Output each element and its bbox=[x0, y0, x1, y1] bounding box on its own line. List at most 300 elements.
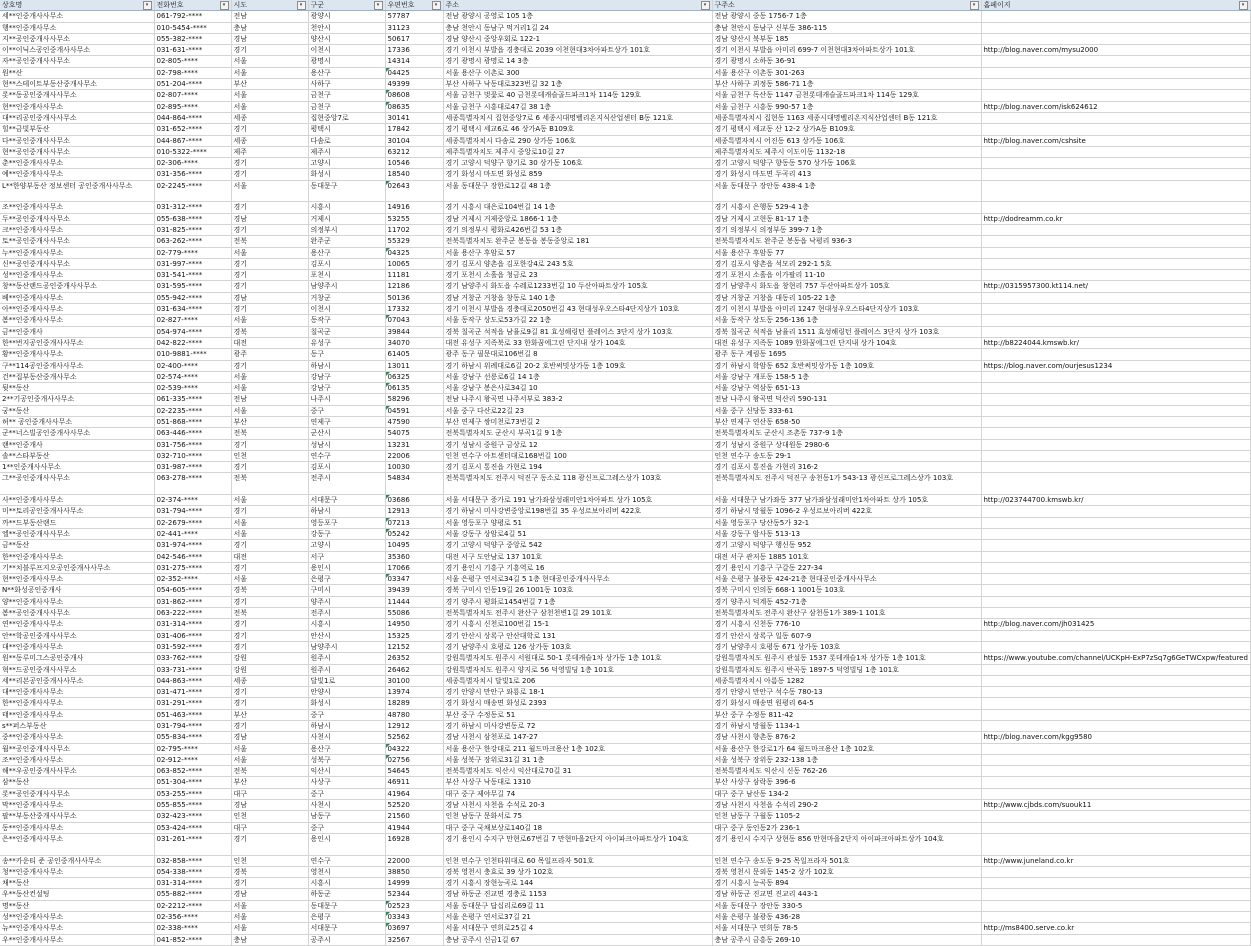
cell-old-address[interactable]: 경기 이천시 부발읍 아미리 699-7 이천현대3차아파트상가 101호 bbox=[712, 45, 981, 56]
cell-phone[interactable]: 042-822-**** bbox=[154, 337, 231, 348]
cell-address[interactable]: 서울 용산구 후암로 57 bbox=[443, 247, 712, 258]
cell-province[interactable]: 세종 bbox=[231, 135, 308, 146]
cell-homepage[interactable] bbox=[981, 292, 1250, 303]
cell-name[interactable]: 원**산 bbox=[0, 67, 154, 78]
cell-name[interactable]: 랜**인중개사 bbox=[0, 439, 154, 450]
cell-homepage[interactable] bbox=[981, 428, 1250, 439]
cell-name[interactable]: 토**공인중개사사무소 bbox=[0, 236, 154, 247]
cell-phone[interactable]: 031-794-**** bbox=[154, 506, 231, 517]
cell-province[interactable]: 경기 bbox=[231, 360, 308, 371]
cell-province[interactable]: 서울 bbox=[231, 247, 308, 258]
cell-zip[interactable]: 41964 bbox=[385, 788, 443, 799]
cell-zip[interactable]: 38850 bbox=[385, 866, 443, 877]
cell-homepage[interactable] bbox=[981, 574, 1250, 585]
cell-district[interactable]: 하남시 bbox=[308, 506, 385, 517]
cell-old-address[interactable]: 경기 포천시 소흘읍 이가팔리 11-10 bbox=[712, 270, 981, 281]
cell-zip[interactable]: 11444 bbox=[385, 596, 443, 607]
cell-old-address[interactable]: 경기 김포시 양촌읍 석모리 292-1 5호 bbox=[712, 258, 981, 269]
cell-homepage[interactable]: http://blog.naver.com/kgg9580 bbox=[981, 732, 1250, 743]
cell-address[interactable]: 경남 거제시 거제중앙로 1866-1 1층 bbox=[443, 213, 712, 224]
cell-name[interactable]: 미**토리공인중개사사무소 bbox=[0, 506, 154, 517]
cell-homepage[interactable] bbox=[981, 383, 1250, 394]
cell-province[interactable]: 강원 bbox=[231, 664, 308, 675]
cell-phone[interactable]: 02-805-**** bbox=[154, 56, 231, 67]
cell-homepage[interactable] bbox=[981, 709, 1250, 720]
cell-province[interactable]: 경남 bbox=[231, 292, 308, 303]
cell-phone[interactable]: 02-352-**** bbox=[154, 574, 231, 585]
cell-homepage[interactable] bbox=[981, 675, 1250, 686]
cell-zip[interactable]: 14999 bbox=[385, 878, 443, 889]
cell-address[interactable]: 대전 서구 도안남로 137 101호 bbox=[443, 551, 712, 562]
cell-homepage[interactable] bbox=[981, 934, 1250, 945]
cell-homepage[interactable] bbox=[981, 416, 1250, 427]
cell-province[interactable]: 서울 bbox=[231, 912, 308, 923]
cell-address[interactable]: 경북 칠곡군 석적읍 남율로9길 81 효성해링턴 플레이스 3단지 상가 103호 bbox=[443, 326, 712, 337]
cell-phone[interactable]: 010-5454-**** bbox=[154, 22, 231, 33]
cell-name[interactable]: N**화성공인중개사 bbox=[0, 585, 154, 596]
cell-homepage[interactable] bbox=[981, 56, 1250, 67]
cell-district[interactable]: 고양시 bbox=[308, 158, 385, 169]
cell-homepage[interactable] bbox=[981, 473, 1250, 495]
cell-province[interactable]: 제주 bbox=[231, 146, 308, 157]
cell-address[interactable]: 경기 화성시 마도면 화성로 859 bbox=[443, 169, 712, 180]
cell-homepage[interactable] bbox=[981, 67, 1250, 78]
cell-province[interactable]: 경기 bbox=[231, 687, 308, 698]
cell-homepage[interactable] bbox=[981, 721, 1250, 732]
cell-old-address[interactable]: 경기 고양시 덕양구 행신동 952 bbox=[712, 540, 981, 551]
cell-address[interactable]: 세종특별자치시 다솜로 290 상가동 106호 bbox=[443, 135, 712, 146]
cell-address[interactable]: 강원특별자치도 원주시 서원대로 50-1 롯데캐슬1차 상가동 1층 101호 bbox=[443, 653, 712, 664]
cell-homepage[interactable] bbox=[981, 124, 1250, 135]
cell-name[interactable]: 동**인중개사사무소 bbox=[0, 822, 154, 833]
cell-zip[interactable]: 46911 bbox=[385, 777, 443, 788]
cell-homepage[interactable] bbox=[981, 540, 1250, 551]
cell-phone[interactable]: 02-779-**** bbox=[154, 247, 231, 258]
cell-zip[interactable]: 54645 bbox=[385, 766, 443, 777]
cell-address[interactable]: 전북특별자치도 완주군 봉동읍 봉동중앙로 181 bbox=[443, 236, 712, 247]
cell-homepage[interactable]: https://www.youtube.com/channel/UCKpH-ExP7zSq7g6GeTWCxpw/featured bbox=[981, 653, 1250, 664]
cell-phone[interactable]: 031-862-**** bbox=[154, 596, 231, 607]
cell-phone[interactable]: 031-312-**** bbox=[154, 202, 231, 213]
cell-zip[interactable]: 02523 bbox=[385, 900, 443, 911]
cell-homepage[interactable] bbox=[981, 866, 1250, 877]
cell-old-address[interactable]: 경기 용인시 기흥구 구갈동 227-34 bbox=[712, 562, 981, 573]
cell-old-address[interactable]: 강원특별자치도 원주시 관설동 1537 롯데캐슬1차 상가동 1층 101호 bbox=[712, 653, 981, 664]
cell-address[interactable]: 경기 의정부시 평화로426번길 53 1층 bbox=[443, 224, 712, 235]
cell-name[interactable]: 금**인중개사 bbox=[0, 326, 154, 337]
cell-zip[interactable]: 18540 bbox=[385, 169, 443, 180]
cell-address[interactable]: 경기 이천시 부발읍 경충대로2050번길 43 현대성우오스타4단지상가 103호 bbox=[443, 304, 712, 315]
cell-phone[interactable]: 044-864-**** bbox=[154, 112, 231, 123]
cell-zip[interactable]: 48780 bbox=[385, 709, 443, 720]
cell-zip[interactable]: 52520 bbox=[385, 800, 443, 811]
cell-phone[interactable]: 032-858-**** bbox=[154, 855, 231, 866]
cell-name[interactable]: 은**인중개사사무소 bbox=[0, 833, 154, 855]
cell-phone[interactable]: 02-2235-**** bbox=[154, 405, 231, 416]
cell-district[interactable]: 나주시 bbox=[308, 394, 385, 405]
cell-address[interactable]: 경남 하동군 진교면 경충로 1153 bbox=[443, 889, 712, 900]
cell-old-address[interactable]: 서울 영등포구 당산동5가 32-1 bbox=[712, 517, 981, 528]
cell-province[interactable]: 경기 bbox=[231, 641, 308, 652]
cell-phone[interactable]: 02-2212-**** bbox=[154, 900, 231, 911]
cell-homepage[interactable] bbox=[981, 202, 1250, 213]
cell-old-address[interactable]: 서울 서대문구 연희동 78-5 bbox=[712, 923, 981, 934]
cell-zip[interactable]: 03686 bbox=[385, 495, 443, 506]
cell-phone[interactable]: 063-278-**** bbox=[154, 473, 231, 495]
cell-name[interactable]: 성**인중개사사무소 bbox=[0, 270, 154, 281]
cell-old-address[interactable]: 세종특별자치시 집현동 1163 세종시대명벨리온지식산업센터 B동 121호 bbox=[712, 112, 981, 123]
cell-name[interactable]: 우**동산컨설팅 bbox=[0, 889, 154, 900]
cell-zip[interactable]: 04591 bbox=[385, 405, 443, 416]
filter-dropdown-icon[interactable]: ▾ bbox=[220, 1, 229, 10]
cell-old-address[interactable]: 대구 중구 동인동2가 236-1 bbox=[712, 822, 981, 833]
cell-address[interactable]: 서울 중구 다산로22길 23 bbox=[443, 405, 712, 416]
cell-phone[interactable]: 031-592-**** bbox=[154, 641, 231, 652]
header-cell[interactable]: 홈페이지 ▾ bbox=[981, 0, 1250, 11]
cell-address[interactable]: 서울 금천구 시흥대로47길 38 1층 bbox=[443, 101, 712, 112]
cell-zip[interactable]: 55329 bbox=[385, 236, 443, 247]
cell-old-address[interactable]: 경기 안산시 상록구 일동 607-9 bbox=[712, 630, 981, 641]
cell-district[interactable]: 하남시 bbox=[308, 721, 385, 732]
cell-old-address[interactable]: 경남 거창군 거창읍 대동리 105-22 1층 bbox=[712, 292, 981, 303]
cell-zip[interactable]: 49399 bbox=[385, 79, 443, 90]
cell-phone[interactable]: 031-275-**** bbox=[154, 562, 231, 573]
cell-zip[interactable]: 04325 bbox=[385, 247, 443, 258]
cell-province[interactable]: 서울 bbox=[231, 528, 308, 539]
cell-phone[interactable]: 053-255-**** bbox=[154, 788, 231, 799]
cell-phone[interactable]: 02-574-**** bbox=[154, 371, 231, 382]
cell-old-address[interactable]: 전북특별자치도 완주군 봉동읍 낙평리 936-3 bbox=[712, 236, 981, 247]
cell-phone[interactable]: 055-834-**** bbox=[154, 732, 231, 743]
cell-zip[interactable]: 26462 bbox=[385, 664, 443, 675]
cell-district[interactable]: 영천시 bbox=[308, 866, 385, 877]
cell-address[interactable]: 전남 나주시 왕곡면 나주서부로 383-2 bbox=[443, 394, 712, 405]
cell-zip[interactable]: 11181 bbox=[385, 270, 443, 281]
cell-zip[interactable]: 07043 bbox=[385, 315, 443, 326]
cell-zip[interactable]: 13231 bbox=[385, 439, 443, 450]
cell-zip[interactable]: 17066 bbox=[385, 562, 443, 573]
cell-old-address[interactable]: 경기 하남시 학암동 652 호반써밋상가동 1층 109호 bbox=[712, 360, 981, 371]
cell-district[interactable]: 평택시 bbox=[308, 124, 385, 135]
cell-zip[interactable]: 10030 bbox=[385, 462, 443, 473]
cell-province[interactable]: 서울 bbox=[231, 900, 308, 911]
cell-name[interactable]: 금**동산 bbox=[0, 540, 154, 551]
filter-dropdown-icon[interactable]: ▾ bbox=[1239, 1, 1248, 10]
cell-homepage[interactable] bbox=[981, 146, 1250, 157]
cell-address[interactable]: 세종특별자치시 달빛1로 206 bbox=[443, 675, 712, 686]
cell-homepage[interactable]: http://www.juneland.co.kr bbox=[981, 855, 1250, 866]
cell-phone[interactable]: 053-424-**** bbox=[154, 822, 231, 833]
cell-name[interactable]: 해**우공인중개사사무소 bbox=[0, 766, 154, 777]
cell-phone[interactable]: 031-406-**** bbox=[154, 630, 231, 641]
cell-zip[interactable]: 14314 bbox=[385, 56, 443, 67]
cell-province[interactable]: 광주 bbox=[231, 349, 308, 360]
cell-old-address[interactable]: 서울 서대문구 남가좌동 377 남가좌삼성래미안1차아파트 상가 105호 bbox=[712, 495, 981, 506]
cell-name[interactable]: 누**인중개사사무소 bbox=[0, 247, 154, 258]
cell-name[interactable]: 삼**동산 bbox=[0, 777, 154, 788]
cell-address[interactable]: 경남 사천시 사천읍 수석로 20-3 bbox=[443, 800, 712, 811]
cell-homepage[interactable] bbox=[981, 326, 1250, 337]
cell-address[interactable]: 서울 강남구 선릉로6길 14 1층 bbox=[443, 371, 712, 382]
cell-address[interactable]: 전북특별자치도 익산시 익산대로70길 31 bbox=[443, 766, 712, 777]
cell-name[interactable]: 한**인중개사사무소 bbox=[0, 698, 154, 709]
cell-province[interactable]: 경기 bbox=[231, 540, 308, 551]
cell-phone[interactable]: 010-9881-**** bbox=[154, 349, 231, 360]
cell-name[interactable]: 양**인중개사사무소 bbox=[0, 596, 154, 607]
cell-district[interactable]: 서대문구 bbox=[308, 923, 385, 934]
cell-district[interactable]: 의정부시 bbox=[308, 224, 385, 235]
cell-province[interactable]: 경기 bbox=[231, 258, 308, 269]
cell-address[interactable]: 서울 용산구 한강대로 211 월드마크용산 1층 102호 bbox=[443, 743, 712, 754]
cell-name[interactable]: 사**인중개사사무소 bbox=[0, 495, 154, 506]
cell-name[interactable]: 행**인중개사무소 bbox=[0, 22, 154, 33]
cell-name[interactable]: 허** 공인중개사사무소 bbox=[0, 416, 154, 427]
cell-old-address[interactable]: 광주 동구 계림동 1695 bbox=[712, 349, 981, 360]
cell-address[interactable]: 경기 평택시 세교6로 46 상가A동 B109호 bbox=[443, 124, 712, 135]
cell-phone[interactable]: 055-882-**** bbox=[154, 889, 231, 900]
cell-province[interactable]: 인천 bbox=[231, 855, 308, 866]
cell-province[interactable]: 경기 bbox=[231, 878, 308, 889]
cell-phone[interactable]: 031-541-**** bbox=[154, 270, 231, 281]
cell-address[interactable]: 세종특별자치시 집현중앙7로 6 세종시대명벨리온지식산업센터 B동 121호 bbox=[443, 112, 712, 123]
cell-phone[interactable]: 031-634-**** bbox=[154, 304, 231, 315]
cell-district[interactable]: 용산구 bbox=[308, 247, 385, 258]
cell-name[interactable]: 구**114공인중개사사무소 bbox=[0, 360, 154, 371]
cell-address[interactable]: 경기 포천시 소흘읍 청금로 23 bbox=[443, 270, 712, 281]
cell-province[interactable]: 세종 bbox=[231, 112, 308, 123]
cell-homepage[interactable]: http://023744700.kmswb.kr/ bbox=[981, 495, 1250, 506]
cell-phone[interactable]: 033-762-**** bbox=[154, 653, 231, 664]
cell-zip[interactable]: 50136 bbox=[385, 292, 443, 303]
cell-old-address[interactable]: 제주특별자치도 제주시 이도이동 1132-18 bbox=[712, 146, 981, 157]
cell-district[interactable]: 광양시 bbox=[308, 11, 385, 22]
cell-zip[interactable]: 55086 bbox=[385, 608, 443, 619]
cell-old-address[interactable]: 서울 금천구 시흥동 990-57 1층 bbox=[712, 101, 981, 112]
cell-name[interactable]: 그**공인중개사사무소 bbox=[0, 473, 154, 495]
cell-homepage[interactable] bbox=[981, 304, 1250, 315]
cell-district[interactable]: 집현중앙7로 bbox=[308, 112, 385, 123]
cell-address[interactable]: 부산 중구 수정동로 51 bbox=[443, 709, 712, 720]
cell-name[interactable]: 명**동산 bbox=[0, 900, 154, 911]
header-cell[interactable]: 구군 ▾ bbox=[308, 0, 385, 11]
cell-zip[interactable]: 54075 bbox=[385, 428, 443, 439]
cell-district[interactable]: 연제구 bbox=[308, 416, 385, 427]
cell-homepage[interactable]: http://www.cjbds.com/suouk11 bbox=[981, 800, 1250, 811]
cell-phone[interactable]: 031-314-**** bbox=[154, 619, 231, 630]
cell-address[interactable]: 경남 사천시 삼천포로 147-27 bbox=[443, 732, 712, 743]
cell-district[interactable]: 사천시 bbox=[308, 732, 385, 743]
cell-phone[interactable]: 02-807-**** bbox=[154, 90, 231, 101]
cell-district[interactable]: 화성시 bbox=[308, 698, 385, 709]
cell-address[interactable]: 경기 안산시 상록구 안산대학로 131 bbox=[443, 630, 712, 641]
cell-name[interactable]: 한**번지공인중개사사무소 bbox=[0, 337, 154, 348]
cell-zip[interactable]: 03697 bbox=[385, 923, 443, 934]
cell-address[interactable]: 서울 서대문구 연희로25길 4 bbox=[443, 923, 712, 934]
cell-old-address[interactable]: 서울 용산구 후암동 77 bbox=[712, 247, 981, 258]
cell-province[interactable]: 경남 bbox=[231, 800, 308, 811]
cell-address[interactable]: 인천 연수구 아트센터대로168번길 100 bbox=[443, 450, 712, 461]
cell-district[interactable]: 원주시 bbox=[308, 653, 385, 664]
cell-old-address[interactable]: 대구 중구 남산동 134-2 bbox=[712, 788, 981, 799]
cell-name[interactable]: 원**동루미그스공인중개사 bbox=[0, 653, 154, 664]
cell-homepage[interactable] bbox=[981, 912, 1250, 923]
cell-homepage[interactable] bbox=[981, 22, 1250, 33]
cell-address[interactable]: 서울 은평구 연서로34길 5 1층 현대공인중개사사무소 bbox=[443, 574, 712, 585]
cell-phone[interactable]: 033-731-**** bbox=[154, 664, 231, 675]
cell-province[interactable]: 경기 bbox=[231, 224, 308, 235]
cell-name[interactable]: 신**공인중개사사무소 bbox=[0, 258, 154, 269]
cell-district[interactable]: 동작구 bbox=[308, 315, 385, 326]
cell-phone[interactable]: 031-794-**** bbox=[154, 721, 231, 732]
cell-name[interactable]: 베**인중개사사무소 bbox=[0, 292, 154, 303]
cell-homepage[interactable]: http://blog.naver.com/jh031425 bbox=[981, 619, 1250, 630]
cell-zip[interactable]: 21560 bbox=[385, 811, 443, 822]
cell-name[interactable]: 궁**동산 bbox=[0, 405, 154, 416]
cell-phone[interactable]: 032-423-**** bbox=[154, 811, 231, 822]
cell-address[interactable]: 제주특별자치도 제주시 중앙로10길 27 bbox=[443, 146, 712, 157]
cell-address[interactable]: 대구 중구 제야무길 74 bbox=[443, 788, 712, 799]
cell-phone[interactable]: 055-638-**** bbox=[154, 213, 231, 224]
cell-district[interactable]: 구미시 bbox=[308, 585, 385, 596]
cell-address[interactable]: 경기 고양시 덕양구 향기로 30 상가동 106호 bbox=[443, 158, 712, 169]
cell-address[interactable]: 서울 용산구 이촌로 300 bbox=[443, 67, 712, 78]
cell-old-address[interactable]: 서울 동대문구 장안동 330-5 bbox=[712, 900, 981, 911]
cell-address[interactable]: 서울 은평구 연서로37길 21 bbox=[443, 912, 712, 923]
cell-homepage[interactable] bbox=[981, 687, 1250, 698]
cell-address[interactable]: 서울 성북구 장위로31길 31 1층 bbox=[443, 754, 712, 765]
cell-district[interactable]: 동대문구 bbox=[308, 900, 385, 911]
cell-province[interactable]: 부산 bbox=[231, 79, 308, 90]
cell-district[interactable]: 양산시 bbox=[308, 33, 385, 44]
cell-district[interactable]: 남동구 bbox=[308, 811, 385, 822]
cell-province[interactable]: 서울 bbox=[231, 371, 308, 382]
cell-old-address[interactable]: 서울 동대문구 장안동 438-4 1층 bbox=[712, 180, 981, 202]
cell-name[interactable]: 세**리본공인중개사사무소 bbox=[0, 675, 154, 686]
cell-old-address[interactable]: 인천 연수구 송도동 29-1 bbox=[712, 450, 981, 461]
cell-province[interactable]: 경기 bbox=[231, 698, 308, 709]
cell-name[interactable]: 조**인중개사사무소 bbox=[0, 754, 154, 765]
cell-homepage[interactable] bbox=[981, 698, 1250, 709]
cell-phone[interactable]: 02-400-**** bbox=[154, 360, 231, 371]
cell-old-address[interactable]: 경남 양산시 북부동 185 bbox=[712, 33, 981, 44]
cell-homepage[interactable] bbox=[981, 169, 1250, 180]
cell-old-address[interactable]: 부산 중구 수정동 811-42 bbox=[712, 709, 981, 720]
cell-zip[interactable]: 47590 bbox=[385, 416, 443, 427]
cell-zip[interactable]: 10065 bbox=[385, 258, 443, 269]
cell-homepage[interactable] bbox=[981, 439, 1250, 450]
filter-dropdown-icon[interactable]: ▾ bbox=[970, 1, 979, 10]
cell-address[interactable]: 경기 시흥시 대은로104번길 14 1층 bbox=[443, 202, 712, 213]
cell-zip[interactable]: 35360 bbox=[385, 551, 443, 562]
cell-address[interactable]: 경기 하남시 미사강변중앙로198번길 35 우성르보아리버 422호 bbox=[443, 506, 712, 517]
header-cell[interactable]: 시도 ▾ bbox=[231, 0, 308, 11]
cell-name[interactable]: 대**인중개사사무소 bbox=[0, 641, 154, 652]
cell-address[interactable]: 전북특별자치도 전주시 완산구 삼천천변1길 29 101호 bbox=[443, 608, 712, 619]
cell-district[interactable]: 시흥시 bbox=[308, 619, 385, 630]
cell-province[interactable]: 경기 bbox=[231, 462, 308, 473]
cell-zip[interactable]: 53255 bbox=[385, 213, 443, 224]
cell-name[interactable]: 솔**스타부동산 bbox=[0, 450, 154, 461]
cell-district[interactable]: 거제시 bbox=[308, 213, 385, 224]
cell-name[interactable]: 까**드부동산랜드 bbox=[0, 517, 154, 528]
cell-district[interactable]: 광명시 bbox=[308, 56, 385, 67]
cell-homepage[interactable] bbox=[981, 551, 1250, 562]
cell-phone[interactable]: 031-291-**** bbox=[154, 698, 231, 709]
cell-zip[interactable]: 11702 bbox=[385, 224, 443, 235]
cell-province[interactable]: 경기 bbox=[231, 619, 308, 630]
cell-district[interactable]: 다솜로 bbox=[308, 135, 385, 146]
cell-homepage[interactable] bbox=[981, 158, 1250, 169]
cell-address[interactable]: 인천 남동구 문화서로 75 bbox=[443, 811, 712, 822]
cell-district[interactable]: 전주시 bbox=[308, 473, 385, 495]
cell-address[interactable]: 서울 동대문구 장한로12길 48 1층 bbox=[443, 180, 712, 202]
filter-dropdown-icon[interactable]: ▾ bbox=[374, 1, 383, 10]
cell-district[interactable]: 남양주시 bbox=[308, 641, 385, 652]
cell-province[interactable]: 인천 bbox=[231, 811, 308, 822]
cell-homepage[interactable] bbox=[981, 822, 1250, 833]
cell-province[interactable]: 서울 bbox=[231, 405, 308, 416]
cell-province[interactable]: 경기 bbox=[231, 596, 308, 607]
cell-district[interactable]: 하동군 bbox=[308, 889, 385, 900]
cell-address[interactable]: 부산 사하구 낙동대로323번길 32 1층 bbox=[443, 79, 712, 90]
cell-name[interactable]: 현**인중개사사무소 bbox=[0, 574, 154, 585]
cell-old-address[interactable]: 경기 남양주시 호평동 671 상가동 103호 bbox=[712, 641, 981, 652]
cell-province[interactable]: 서울 bbox=[231, 315, 308, 326]
cell-phone[interactable]: 044-863-**** bbox=[154, 675, 231, 686]
cell-old-address[interactable]: 세종특별자치시 어진동 613 상가동 106호 bbox=[712, 135, 981, 146]
cell-name[interactable]: 기**치블루프지오공인중개사사무소 bbox=[0, 562, 154, 573]
cell-name[interactable]: 한**인중개사사무소 bbox=[0, 551, 154, 562]
cell-old-address[interactable]: 전남 나주시 왕곡면 덕산리 590-131 bbox=[712, 394, 981, 405]
cell-zip[interactable]: 57787 bbox=[385, 11, 443, 22]
cell-zip[interactable]: 30100 bbox=[385, 675, 443, 686]
cell-homepage[interactable] bbox=[981, 112, 1250, 123]
cell-address[interactable]: 경기 안양시 만안구 와룡로 18-1 bbox=[443, 687, 712, 698]
cell-homepage[interactable] bbox=[981, 247, 1250, 258]
cell-province[interactable]: 서울 bbox=[231, 517, 308, 528]
cell-homepage[interactable] bbox=[981, 743, 1250, 754]
cell-homepage[interactable] bbox=[981, 630, 1250, 641]
cell-name[interactable]: 아**인중개사사무소 bbox=[0, 304, 154, 315]
cell-zip[interactable]: 14916 bbox=[385, 202, 443, 213]
cell-name[interactable]: 연**인중개사사무소 bbox=[0, 619, 154, 630]
cell-province[interactable]: 경남 bbox=[231, 889, 308, 900]
cell-phone[interactable]: 061-335-**** bbox=[154, 394, 231, 405]
cell-address[interactable]: 경북 영천시 충효로 39 상가 102호 bbox=[443, 866, 712, 877]
cell-name[interactable]: L**한양부동산 정보센터 공인중개사사무소 bbox=[0, 180, 154, 202]
cell-phone[interactable]: 02-338-**** bbox=[154, 923, 231, 934]
cell-old-address[interactable]: 부산 사하구 괴정동 586-71 1층 bbox=[712, 79, 981, 90]
cell-zip[interactable]: 06135 bbox=[385, 383, 443, 394]
cell-phone[interactable]: 02-374-**** bbox=[154, 495, 231, 506]
cell-province[interactable]: 부산 bbox=[231, 709, 308, 720]
cell-district[interactable]: 은평구 bbox=[308, 912, 385, 923]
cell-old-address[interactable]: 대전 유성구 지족동 1089 한화꿈에그린 단지내 상가 104호 bbox=[712, 337, 981, 348]
cell-phone[interactable]: 02-798-**** bbox=[154, 67, 231, 78]
cell-district[interactable]: 강동구 bbox=[308, 528, 385, 539]
cell-address[interactable]: 경남 거창군 거창읍 창동로 140 1층 bbox=[443, 292, 712, 303]
cell-phone[interactable]: 051-868-**** bbox=[154, 416, 231, 427]
cell-old-address[interactable]: 경기 양주시 덕계동 452-71층 bbox=[712, 596, 981, 607]
cell-homepage[interactable] bbox=[981, 754, 1250, 765]
cell-old-address[interactable]: 서울 강동구 암사동 513-13 bbox=[712, 528, 981, 539]
cell-phone[interactable]: 063-446-**** bbox=[154, 428, 231, 439]
cell-district[interactable]: 연수구 bbox=[308, 450, 385, 461]
cell-old-address[interactable]: 전북특별자치도 전주시 덕진구 송천동1가 543-13 광신프로그레스상가 103호 bbox=[712, 473, 981, 495]
cell-district[interactable]: 서대문구 bbox=[308, 495, 385, 506]
cell-homepage[interactable] bbox=[981, 90, 1250, 101]
cell-zip[interactable]: 07213 bbox=[385, 517, 443, 528]
